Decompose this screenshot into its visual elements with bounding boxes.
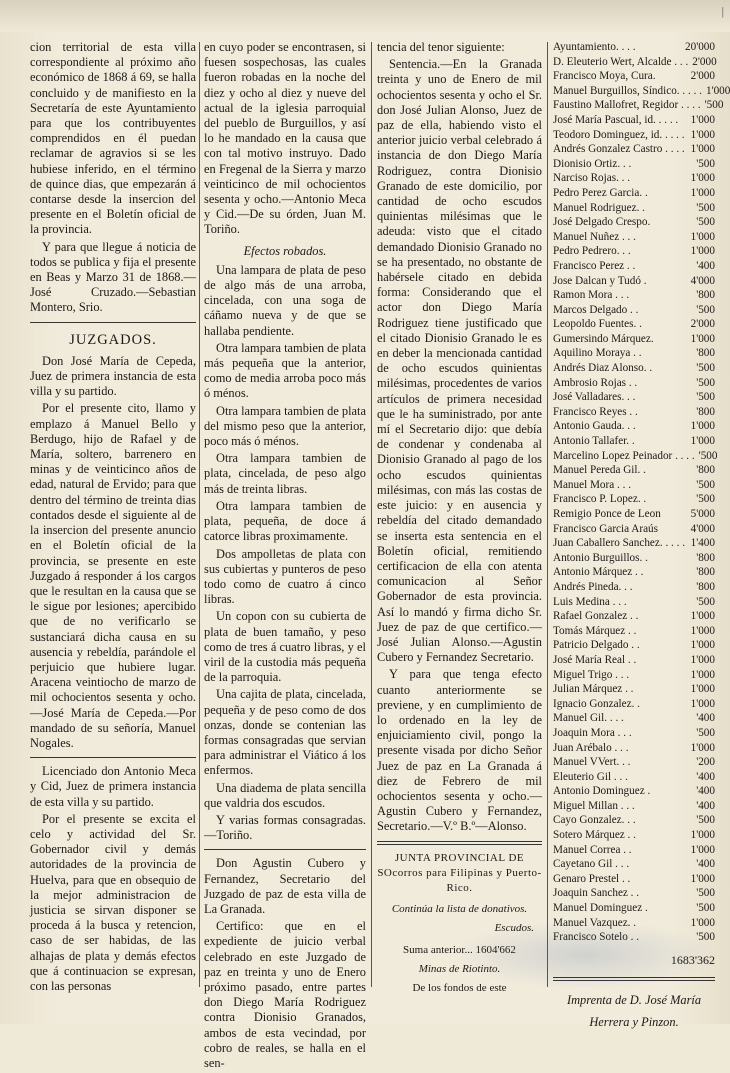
- donation-row: [553, 624, 715, 639]
- stolen-item: Otra lampara tambien de plata del mismo peso que la anterior, poco más ó ménos.: [204, 403, 366, 449]
- donation-row: [553, 157, 715, 172]
- col2-paragraph-1: en cuyo poder se encontrasen, si fuesen sospechosas, las cuales fueron robadas en la noche del diez y ocho al diez y nueve del actual de la iglesia parroquial del pueblo de Burguillos, y así lo he mandado en la causa que con tal motivo instruyo. Dado en Fregenal de la Sierra y marzo veinticinco de mil ochocientos sesenta y ocho.—Antonio Meca y Cid.—De su órden, Juan M. Toriño.: [204, 40, 366, 237]
- donor-name: Antonio Gauda. . .: [553, 420, 636, 433]
- donor-name: Pedro Perez Garcia. .: [553, 186, 648, 199]
- donation-row: [553, 405, 715, 420]
- column-rule-1: [199, 42, 200, 987]
- donation-amount: '500: [696, 595, 715, 608]
- donation-amount: '500: [696, 814, 715, 827]
- col1-paragraph-4-body: Por el presente se excita el celo y actividad del Sr. Gobernador civil y demás autoridades de la provincia de Huelva, para que en obsequio de la mejor administracion de justicia se sirvan disponer se proceda á la busca y retencion, caso de ser habidas, de las alhajas de plata y demás efectos que á continuacion se expresan, con las personas: [30, 811, 196, 993]
- imprint-line-2: Herrera y Pinzon.: [589, 1015, 679, 1030]
- donation-amount: '500: [698, 449, 718, 462]
- donation-amount: 1'000: [690, 741, 715, 754]
- page-top-edge: [0, 0, 730, 32]
- column-4-donations: [553, 40, 730, 1033]
- donation-amount: '500: [696, 887, 715, 900]
- donation-row: [553, 259, 715, 274]
- donation-row: [553, 726, 715, 741]
- column-1: [30, 40, 196, 996]
- donation-row: [553, 463, 715, 478]
- donation-amount: 2'000: [692, 55, 717, 68]
- donation-row: [553, 886, 715, 901]
- stolen-item: Un copon con su cubierta de plata de buen tamaño, y peso como de tres á cuatro libras, y el viril de la custodia más pequeña de la parroquia.: [204, 609, 366, 685]
- donation-row: [553, 741, 715, 756]
- col1-paragraph-3-body: Por el presente cito, llamo y emplazo á Manuel Bello y Berdugo, hijo de Rafael y de María, soltero, barrenero en minas y de veinticinco años de edad, natural de Ervido; para que dentro del término de treinta dias contados desde el siguiente al de la insercion del presente anuncio en el Boletín oficial de la provincia, se presente en este Juzgado á responder á los cargos que le resultan en la causa que se le sigue por lesiones; apercibido que de no verificarlo se sustanciará dicha causa en su ausencia y rebeldía, parándole el perjuicio que hubiere lugar. Aracena veintiocho de marzo de mil ochocientos sesenta y ocho.—José María de Cepeda.—Por mandado de su señoría, Manuel Nogales.: [30, 401, 196, 750]
- donation-row: [553, 872, 715, 887]
- col3-sentencia: Sentencia.—En la Granada treinta y uno de Enero de mil ochocientos sesenta y ocho el Sr. don José Julian Alonso, Juez de paz de ella, habiendo visto el anterior juicio verbal celebrado á instancia de don Diego María Rodriguez, contra Dionisio Granado de este domicilio, por cantidad de ocho escudos quinientas milésimas que le adeuda: visto que el citado demandado Dionisio Granado no se ha presentado, no obstante de habérsele citado en debida forma: Considerando que el actor don Diego María Rodriguez tiene justificado que el citado Dionisio Granado le es en deber la mencionada cantidad de ocho escudos quinientas milésimas, procedentes de varios artículos de primera necesidad que le ha suministrado, por ante mí el Secretario dijo: que debía de condenar y condenaba al Dionisio Granado al pago de los ocho escudos quinientas milésimas, con más las costas de este juicio: y en ausencia y rebeldía del citado demandado se inserta esta sentencia en el Boletín oficial, remitiendo certificacion de ella con atenta comunicacion al Señor Gobernador de esta provincia. Así lo mandó y firma dicho Sr. Juez de paz de que certifico.—José Julian Alonso.—Agustin Cubero y Fernandez Secretario.: [377, 57, 542, 665]
- donor-name: Marcelino Lopez Peinador . . . .: [553, 449, 695, 462]
- donation-row: [553, 113, 715, 128]
- donor-name: Rafael Gonzalez . .: [553, 610, 639, 623]
- donation-amount: 1'000: [690, 916, 715, 929]
- donation-row: [553, 668, 715, 683]
- donation-amount: 5'000: [690, 508, 715, 520]
- donation-total: 1683'362: [670, 952, 715, 967]
- col3-paragraph-3: Y para que tenga efecto cuanto anteriormente se previene, y en cumplimiento de lo ordenado en la ley de enjuiciamiento civil, pongo la presente visada por dicho Señor Juez de paz en La Granada á diez de Febrero de mil ochocientos sesenta y ocho.—Agustin Cubero y Fernandez, Secretario.—V.º B.º—Alonso.: [377, 667, 542, 834]
- donor-name: Teodoro Dominguez, id. . . . .: [553, 128, 685, 141]
- donation-row: [553, 186, 715, 201]
- donation-row: [553, 215, 715, 230]
- donation-amount: 1'000: [690, 697, 715, 710]
- donation-amount: 1'000: [690, 843, 715, 856]
- donor-name: Tomás Márquez . .: [553, 624, 637, 637]
- donation-row: [553, 98, 724, 113]
- col1-paragraph-3-title: Don José María de Cepeda, Juez de primera instancia de esta villa y su partido.: [30, 353, 196, 399]
- suma-label: Suma anterior...: [403, 943, 473, 956]
- donation-row: [553, 551, 715, 566]
- donor-name: Joaquin Mora . . .: [553, 726, 632, 739]
- donor-name: Patricio Delgado . .: [553, 639, 640, 652]
- donation-amount: 1'000: [690, 610, 715, 623]
- donor-name: Julian Márquez . .: [553, 683, 634, 696]
- donation-amount: 1'000: [690, 245, 715, 258]
- donation-amount: '400: [696, 259, 715, 272]
- donor-name: Gumersindo Márquez.: [553, 332, 654, 345]
- donor-name: Leopoldo Fuentes. .: [553, 318, 642, 331]
- donation-row: [553, 361, 715, 376]
- donation-amount: 1'000: [690, 172, 715, 185]
- donation-row: [553, 55, 715, 70]
- stolen-item: Una cajita de plata, cincelada, pequeña y de peso como de dos onzas, donde se contenian las formas consagradas que servian para administrar el Viático á los enfermos.: [204, 687, 366, 778]
- donation-amount: '800: [696, 464, 715, 477]
- donation-amount: 1'400: [690, 537, 715, 550]
- donation-row: [553, 682, 715, 697]
- donation-row: [553, 536, 715, 551]
- donation-row: [553, 40, 715, 55]
- donor-name: Jose Dalcan y Tudó .: [553, 274, 647, 287]
- donation-row: [553, 755, 715, 770]
- donor-name: Ayuntamiento. . . .: [553, 41, 636, 53]
- donation-amount: '500: [696, 157, 715, 170]
- donor-name: Dionisio Ortiz. . .: [553, 157, 632, 170]
- donation-row: [553, 492, 715, 507]
- donation-row: [553, 419, 715, 434]
- donation-amount: 1'000: [690, 186, 715, 199]
- donor-name: José Delgado Crespo.: [553, 216, 651, 229]
- donation-row: [553, 69, 715, 84]
- donor-name: Genaro Prestel . .: [553, 872, 631, 885]
- donation-row: [553, 638, 715, 653]
- donation-amount: 1'000: [690, 872, 715, 885]
- donation-amount: 4'000: [690, 522, 715, 535]
- donation-row: [553, 565, 715, 580]
- donation-amount: 1'000: [690, 639, 715, 652]
- donation-amount: '800: [696, 289, 715, 302]
- donor-name: Juan Caballero Sanchez. . . . .: [553, 537, 686, 550]
- donation-row: [553, 390, 715, 405]
- suma-value: 1604'662: [475, 943, 516, 956]
- donor-name: Andrés Pineda. . .: [553, 580, 633, 593]
- divider: [30, 757, 196, 758]
- donation-row: [553, 843, 715, 858]
- donation-row: [553, 522, 715, 537]
- donation-amount: '500: [696, 362, 715, 375]
- column-rule-2: [371, 42, 372, 987]
- donation-amount: '500: [704, 99, 724, 112]
- donation-amount: 1'000: [690, 230, 715, 243]
- donation-row: [553, 288, 715, 303]
- donation-amount: '800: [696, 566, 715, 579]
- donation-row: [553, 142, 715, 157]
- donation-amount: 1'000: [690, 143, 715, 156]
- donation-row: [553, 332, 715, 347]
- donation-amount: '800: [696, 347, 715, 360]
- donation-row: [553, 901, 715, 916]
- donation-amount: 1'000: [690, 128, 715, 141]
- minas-label: Minas de Riotinto.: [418, 962, 501, 975]
- donation-amount: 1'000: [690, 435, 715, 448]
- donation-amount: '500: [696, 216, 715, 229]
- donation-list: [553, 40, 730, 945]
- donation-amount: '500: [696, 931, 715, 944]
- donation-amount: '500: [696, 726, 715, 739]
- donor-name: Manuel Correa . .: [553, 843, 632, 856]
- donation-row: [553, 784, 715, 799]
- donor-name: Antonio Tallafer. .: [553, 435, 635, 448]
- donation-row: [553, 128, 715, 143]
- donation-row: [553, 653, 715, 668]
- donor-name: Francisco Perez . .: [553, 259, 636, 272]
- donation-amount: 1'000: [690, 113, 715, 126]
- donation-row: [553, 799, 715, 814]
- continua-label: Continúa la lista de donativos.: [391, 903, 528, 916]
- donation-row: [553, 770, 715, 785]
- donation-amount: '500: [696, 478, 715, 491]
- donor-name: Antonio Burguillos. .: [553, 551, 648, 564]
- stolen-item: Y varias formas consagradas.—Toriño.: [204, 812, 366, 843]
- donor-name: Marcos Delgado . .: [553, 303, 639, 316]
- donation-row: [553, 434, 715, 449]
- donation-row: [553, 595, 715, 610]
- library-stamp-watermark: [450, 920, 720, 990]
- junta-title: JUNTA PROVINCIAL DE SOcorros para Filipinas y Puerto-Rico.: [377, 851, 542, 894]
- column-rule-3: [547, 42, 548, 987]
- donor-name: Faustino Mallofret, Regidor . . . .: [553, 99, 701, 112]
- donor-name: Antonio Márquez . .: [553, 566, 644, 579]
- donation-row: [553, 346, 715, 361]
- imprint-line-1: Imprenta de D. José María: [566, 993, 702, 1008]
- donor-name: Joaquin Sanchez . .: [553, 887, 640, 900]
- stolen-item: Una lampara de plata de peso de algo más de una arroba, cincelada, con una soga de cáñamo nueva y de que se hallaba pendiente.: [204, 262, 366, 338]
- section-heading-juzgados: JUZGADOS.: [69, 331, 157, 348]
- donation-row: [553, 857, 715, 872]
- stolen-item: Otra lampara tambien de plata, cincelada, de peso algo más de treinta libras.: [204, 451, 366, 496]
- donation-row: [553, 478, 715, 493]
- donor-name: Francisco P. Lopez. .: [553, 493, 647, 506]
- donor-name: Aquilino Moraya . .: [553, 347, 642, 360]
- donation-row: [553, 84, 730, 99]
- donor-name: Manuel VVert. . .: [553, 756, 631, 769]
- donation-row: [553, 274, 715, 289]
- donor-name: Francisco Moya, Cura.: [553, 70, 656, 83]
- donation-amount: '500: [696, 902, 715, 915]
- donation-amount: 1'000: [705, 84, 730, 97]
- donation-row: [553, 201, 715, 216]
- donation-row: [553, 711, 715, 726]
- donor-name: Cayetano Gil . . .: [553, 858, 630, 871]
- donation-row: [553, 303, 715, 318]
- donor-name: Manuel Nuñez . . .: [553, 230, 636, 243]
- donor-name: Manuel Vazquez. .: [553, 916, 637, 929]
- donor-name: Eleuterio Gil . . .: [553, 770, 628, 783]
- col1-paragraph-2: Y para que llegue á noticia de todos se publica y fija el presente en Beas y Marzo 31 de 1868.—José Cruzado.—Sebastian Montero, Srio.: [30, 239, 196, 315]
- col2-paragraph-2-title: Don Agustin Cubero y Fernandez, Secretario del Juzgado de paz de esta villa de La Granada.: [204, 856, 366, 916]
- donor-name: Antonio Dominguez .: [553, 785, 651, 798]
- donation-row: [553, 609, 715, 624]
- col3-paragraph-1: tencia del tenor siguiente:: [377, 40, 505, 54]
- escudos-label: Escudos.: [494, 922, 534, 935]
- donor-name: Andrés Gonzalez Castro . . . .: [553, 143, 685, 156]
- donation-amount: 1'000: [690, 683, 715, 696]
- donation-row: [553, 244, 715, 259]
- donor-name: Luis Medina . . .: [553, 595, 627, 608]
- donor-name: Manuel Gil. . . .: [553, 712, 624, 725]
- divider: [30, 322, 196, 323]
- edge-mark: |: [721, 4, 724, 18]
- donation-amount: '400: [696, 799, 715, 812]
- donor-name: José María Real . .: [553, 653, 637, 666]
- subheading-efectos-robados: Efectos robados.: [243, 243, 327, 258]
- donation-row: [553, 171, 715, 186]
- donation-amount: '400: [696, 712, 715, 725]
- donor-name: Manuel Burguillos, Síndico. . . . .: [553, 84, 702, 97]
- donor-name: Francisco Sotelo . .: [553, 931, 640, 944]
- stolen-item: Dos ampolletas de plata con sus cubiertas y punteros de peso todo como de cuatro á cinco libras.: [204, 546, 366, 607]
- donation-amount: 1'000: [690, 624, 715, 637]
- donation-row: [553, 376, 715, 391]
- donation-amount: '400: [696, 770, 715, 783]
- donor-name: D. Eleuterio Wert, Alcalde . . .: [553, 55, 689, 68]
- donation-amount: '500: [696, 391, 715, 404]
- donation-amount: 4'000: [690, 274, 715, 287]
- donor-name: Juan Arébalo . . .: [553, 741, 629, 754]
- donation-amount: '800: [696, 405, 715, 418]
- donor-name: Francisco Reyes . .: [553, 405, 638, 418]
- donor-name: Ignacio Gonzalez. .: [553, 697, 640, 710]
- donor-name: Ambrosio Rojas . .: [553, 376, 638, 389]
- col1-paragraph-1: cion territorial de esta villa correspondiente al próximo año económico de 1868 á 69, se halla concluido y de manifiesto en la Secretaría de este Ayuntamiento para que los contribuyentes comprendidos en él puedan reclamar de agravios si se les hubiese inferido, en el término de quince dias, que empezarán á contarse desde la insercion del presente en el Boletín oficial de la provincia.: [30, 40, 196, 237]
- donor-name: José María Pascual, id. . . . .: [553, 113, 679, 126]
- donation-amount: 20'000: [685, 41, 715, 53]
- donation-amount: '400: [696, 858, 715, 871]
- donor-name: Manuel Dominguez .: [553, 902, 648, 915]
- donation-amount: 2'000: [690, 70, 715, 83]
- donation-amount: '400: [696, 785, 715, 798]
- donor-name: Manuel Mora . . .: [553, 478, 631, 491]
- donation-amount: '500: [696, 376, 715, 389]
- donation-row: [553, 449, 718, 464]
- donor-name: Francisco Garcia Araús: [553, 522, 658, 535]
- donation-amount: '800: [696, 551, 715, 564]
- donor-name: Pedro Pedrero. . .: [553, 245, 631, 258]
- donation-amount: '500: [696, 201, 715, 214]
- stolen-item: Otra lampara tambien de plata más pequeña que la anterior, como de media arroba poco más ó ménos.: [204, 340, 366, 401]
- donation-amount: 1'000: [690, 668, 715, 681]
- stolen-item: Otra lampara tambien de plata, pequeña, de doce á catorce libras proximamente.: [204, 498, 366, 544]
- donation-row: [553, 580, 715, 595]
- donor-name: Manuel Pereda Gil. .: [553, 464, 646, 477]
- column-2: [204, 40, 366, 1073]
- donor-name: Sotero Márquez . .: [553, 829, 636, 842]
- donor-name: Cayo Gonzalez. . .: [553, 814, 636, 827]
- donation-amount: '200: [696, 756, 715, 769]
- donor-name: José Valladares. . .: [553, 391, 636, 404]
- column-3: [377, 40, 542, 996]
- donor-name: Remigio Ponce de Leon: [553, 508, 661, 520]
- stolen-item: Una diadema de plata sencilla que valdria dos escudos.: [204, 780, 366, 810]
- fondos-label: De los fondos de este: [412, 981, 507, 994]
- donation-row: [553, 317, 715, 332]
- donor-name: Andrés Diaz Alonso. .: [553, 362, 653, 375]
- donation-amount: 1'000: [690, 332, 715, 345]
- donation-amount: 1'000: [690, 420, 715, 433]
- donation-amount: 2'000: [690, 318, 715, 331]
- donor-name: Narciso Rojas. . .: [553, 172, 631, 185]
- donor-name: Manuel Rodriguez. .: [553, 201, 645, 214]
- donation-amount: 1'000: [690, 653, 715, 666]
- donor-name: Miguel Trigo . . .: [553, 668, 630, 681]
- col2-paragraph-2-body: Certifico: que en el expediente de juicio verbal celebrado en este Juzgado de paz en treinta y uno de Enero próximo pasado, entre partes don Diego María Rodriguez contra Dionisio Granados, ambos de esta vecindad, por cobro de reales, se halla en el sen-: [204, 919, 366, 1070]
- donation-amount: '500: [696, 493, 715, 506]
- donation-amount: 1'000: [690, 829, 715, 842]
- donation-row: [553, 697, 715, 712]
- donation-row: [553, 828, 715, 843]
- donor-name: Miguel Millan . . .: [553, 799, 635, 812]
- donation-row: [553, 507, 715, 522]
- double-divider: [377, 841, 542, 845]
- donation-amount: '500: [696, 303, 715, 316]
- donation-amount: '800: [696, 580, 715, 593]
- divider: [204, 849, 366, 850]
- col1-paragraph-4-title: Licenciado don Antonio Meca y Cid, Juez de primera instancia de esta villa y su partido.: [30, 764, 196, 809]
- donation-row: [553, 230, 715, 245]
- donation-row: [553, 813, 715, 828]
- donor-name: Ramon Mora . . .: [553, 289, 630, 302]
